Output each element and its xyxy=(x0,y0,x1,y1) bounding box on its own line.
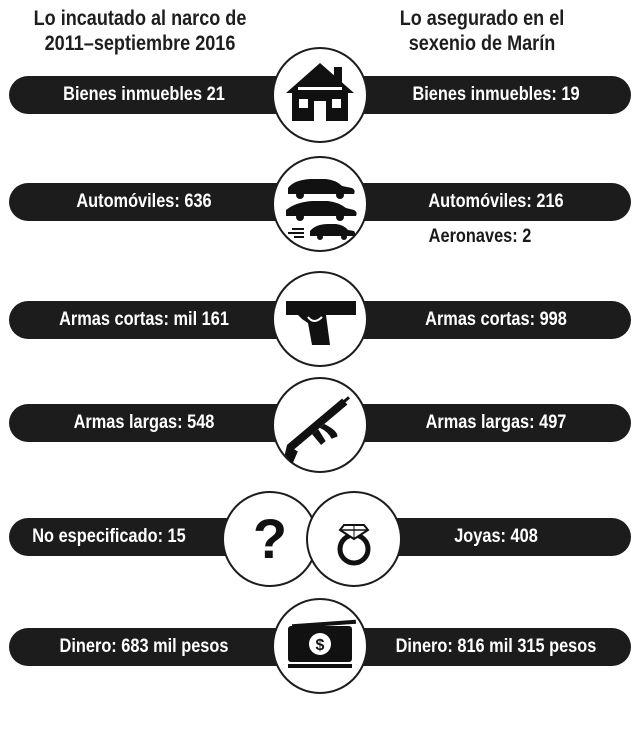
automoviles-incautado: Automóviles: 636 xyxy=(76,191,212,212)
money-icon xyxy=(272,598,368,694)
question-mark: ? xyxy=(252,507,288,570)
pistol-icon xyxy=(272,271,368,367)
automoviles-asegurado: Automóviles: 216 xyxy=(428,191,564,212)
dinero-asegurado: Dinero: 816 mil 315 pesos xyxy=(395,636,597,657)
joyas-asegurado: Joyas: 408 xyxy=(454,526,538,547)
ring-icon xyxy=(306,491,402,587)
right-header-line2: sexenio de Marín xyxy=(408,32,556,55)
bienes-inmuebles-asegurado: Bienes inmuebles: 19 xyxy=(412,84,580,105)
aeronaves-asegurado: Aeronaves: 2 xyxy=(428,226,532,247)
svg-text:$: $ xyxy=(315,637,325,654)
cars-icon xyxy=(272,156,368,252)
no-especificado-incautado: No especificado: 15 xyxy=(32,526,186,547)
rifle-icon xyxy=(272,377,368,473)
left-header-line1: Lo incautado al narco de xyxy=(33,7,247,30)
bienes-inmuebles-incautado: Bienes inmuebles 21 xyxy=(63,84,225,105)
dinero-incautado: Dinero: 683 mil pesos xyxy=(59,636,229,657)
left-header-line2: 2011–septiembre 2016 xyxy=(44,32,236,55)
right-header-line1: Lo asegurado en el xyxy=(399,7,565,30)
right-column-header xyxy=(353,6,611,56)
armas-cortas-asegurado: Armas cortas: 998 xyxy=(425,309,567,330)
left-column-header xyxy=(11,6,269,56)
question-icon xyxy=(222,491,318,587)
armas-largas-asegurado: Armas largas: 497 xyxy=(425,412,567,433)
armas-cortas-incautado: Armas cortas: mil 161 xyxy=(59,309,229,330)
armas-largas-incautado: Armas largas: 548 xyxy=(73,412,215,433)
house-icon xyxy=(272,47,368,143)
